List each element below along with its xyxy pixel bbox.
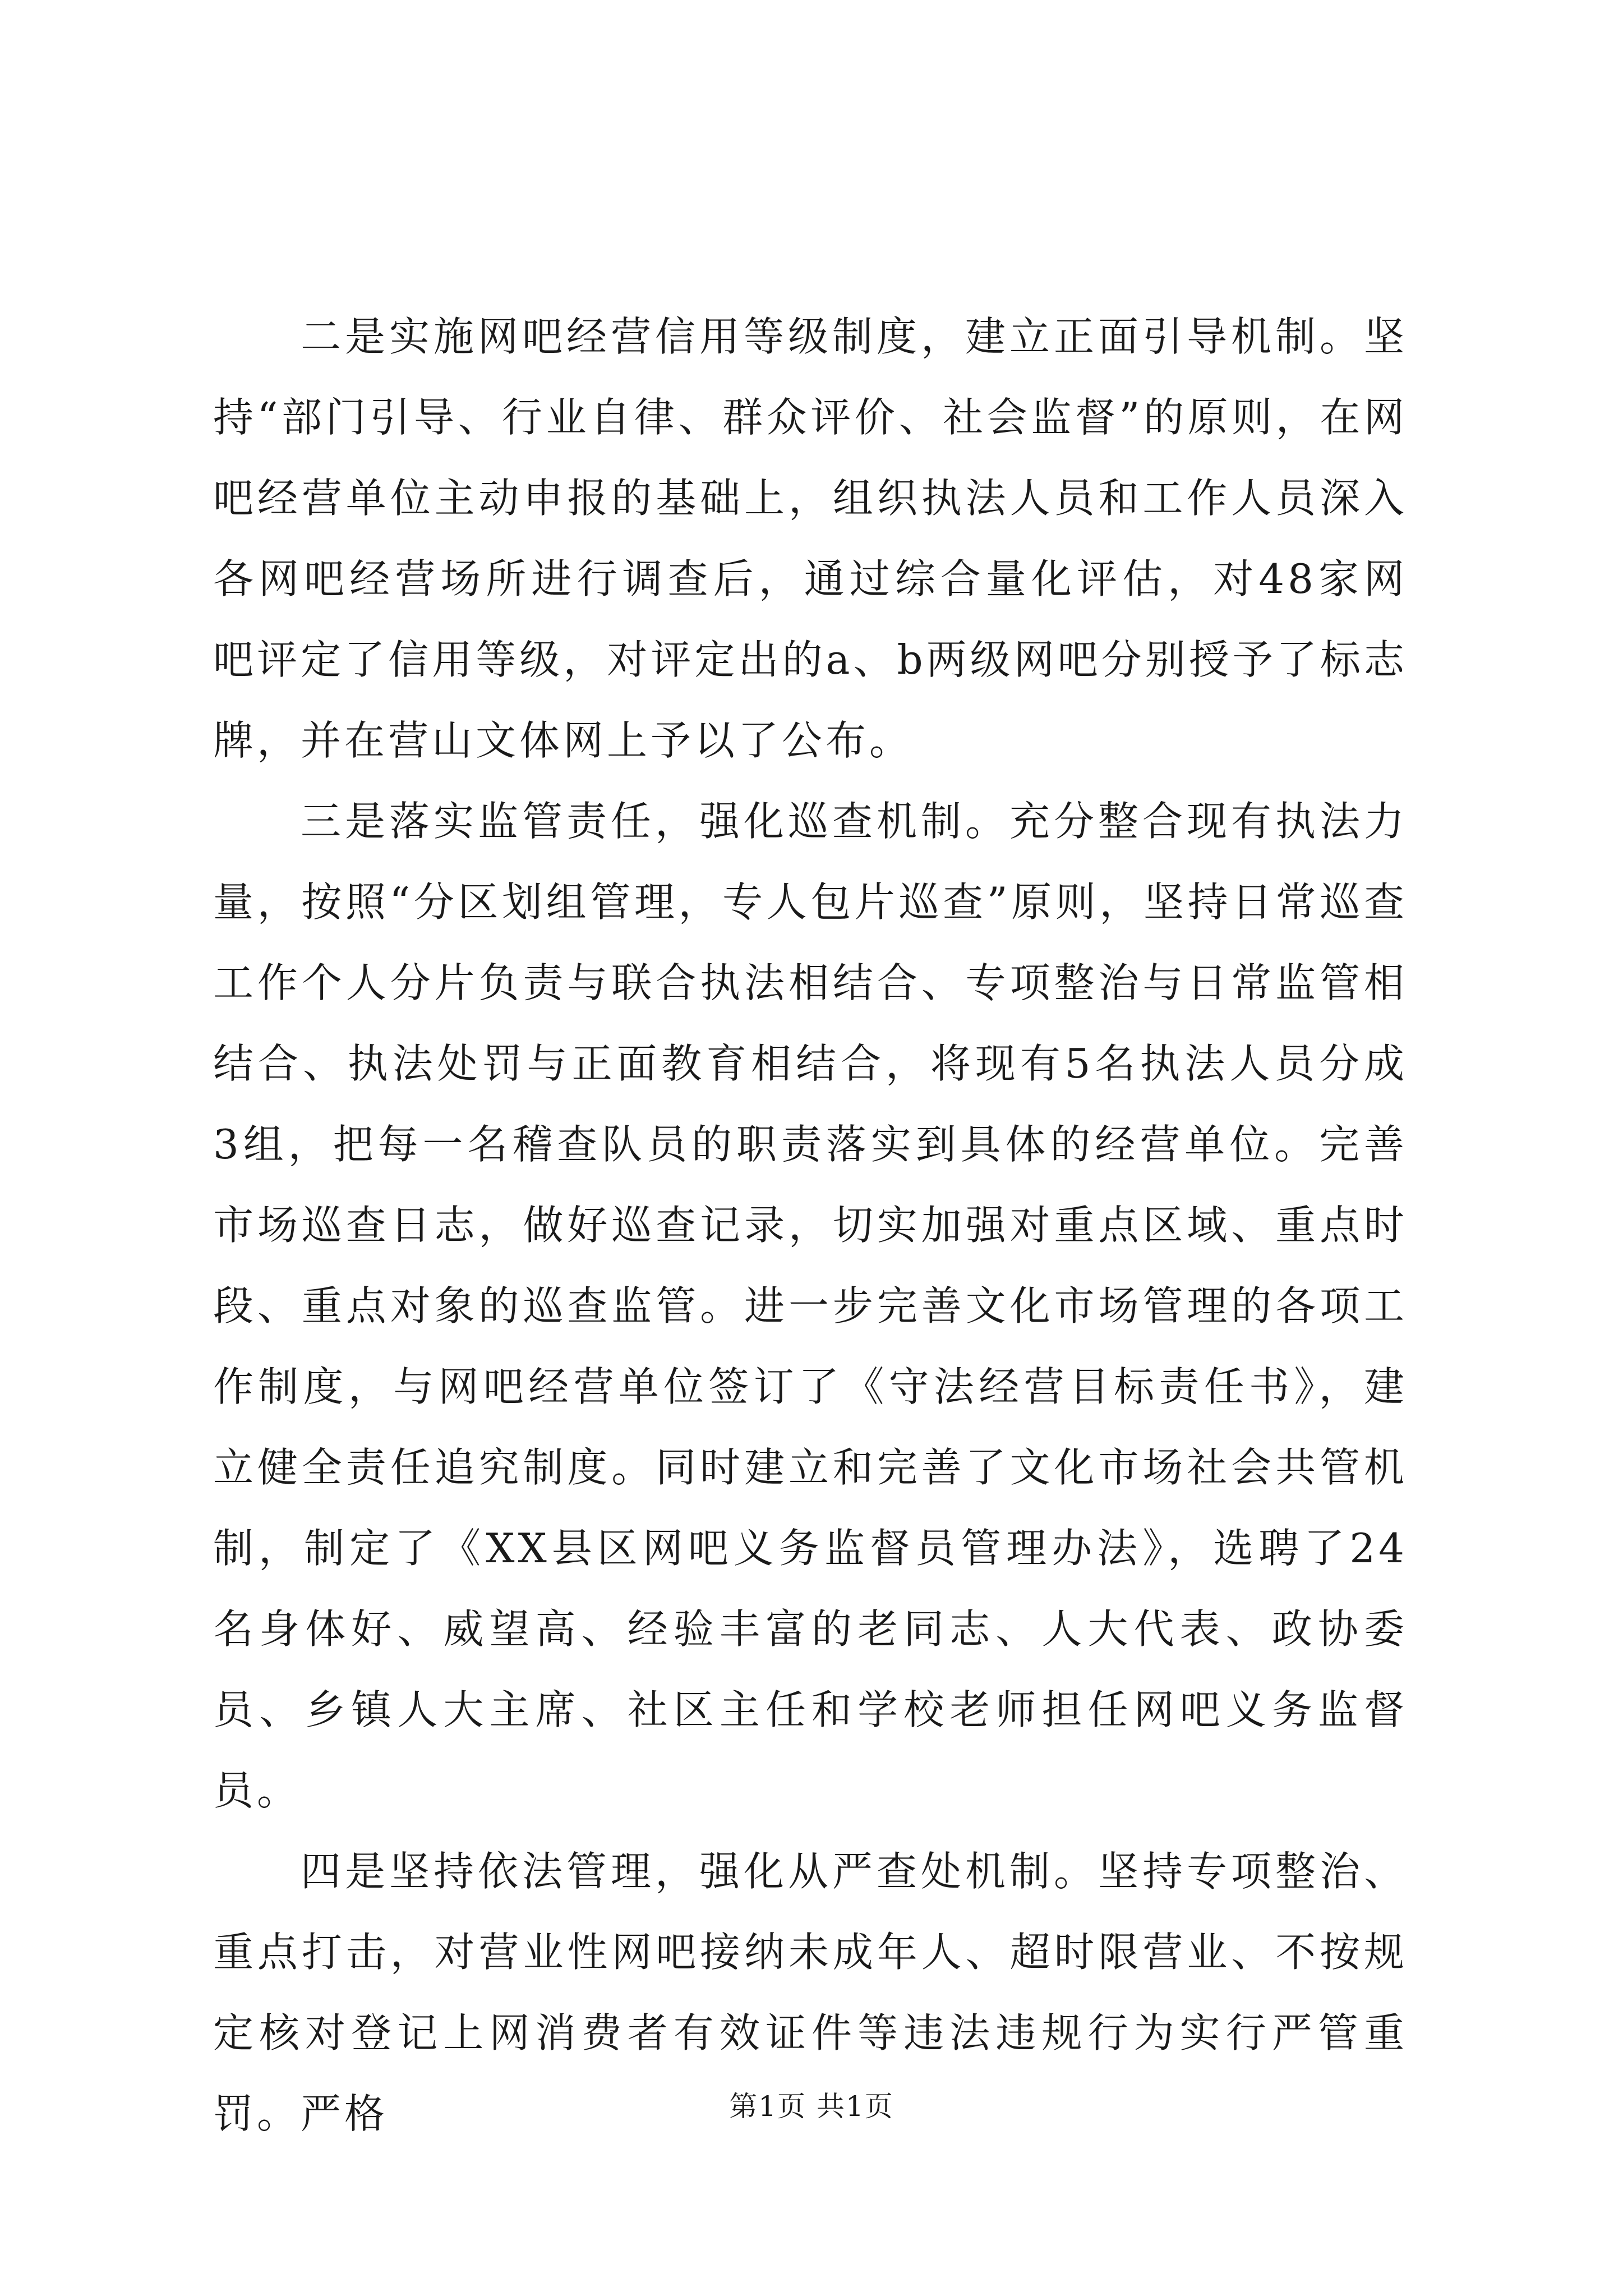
paragraph-law-enforcement: 四是坚持依法管理，强化从严查处机制。坚持专项整治、重点打击，对营业性网吧接纳未成年人、超时限营业、不按规定核对登记上网消费者有效证件等违法违规行为实行严管重罚。严格 (213, 1848, 1408, 2137)
paragraph-credit-rating: 二是实施网吧经营信用等级制度，建立正面引导机制。坚持“部门引导、行业自律、群众评价、社会监督”的原则，在网吧经营单位主动申报的基础上，组织执法人员和工作人员深入各网吧经营场所进行调查后，通过综合量化评估，对48家网吧评定了信用等级，对评定出的a、b两级网吧分别授予了标志牌，并在营山文体网上予以了公布。 (213, 313, 1408, 764)
paragraph-supervision: 三是落实监管责任，强化巡查机制。充分整合现有执法力量，按照“分区划组管理，专人包片巡查”原则，坚持日常巡查工作个人分片负责与联合执法相结合、专项整治与日常监管相结合、执法处罚与正面教育相结合，将现有5名执法人员分成3组，把每一名稽查队员的职责落实到具体的经营单位。完善市场巡查日志，做好巡查记录，切实加强对重点区域、重点时段、重点对象的巡查监管。进一步完善文化市场管理的各项工作制度，与网吧经营单位签订了《守法经营目标责任书》，建立健全责任追究制度。同时建立和完善了文化市场社会共管机制，制定了《XX县区网吧义务监督员管理办法》，选聘了24名身体好、威望高、经验丰富的老同志、人大代表、政协委员、乡镇人大主席、社区主任和学校老师担任网吧义务监督员。 (213, 798, 1408, 1814)
page-footer: 第1页 共1页 (729, 2090, 894, 2123)
document-body (213, 296, 1408, 2154)
